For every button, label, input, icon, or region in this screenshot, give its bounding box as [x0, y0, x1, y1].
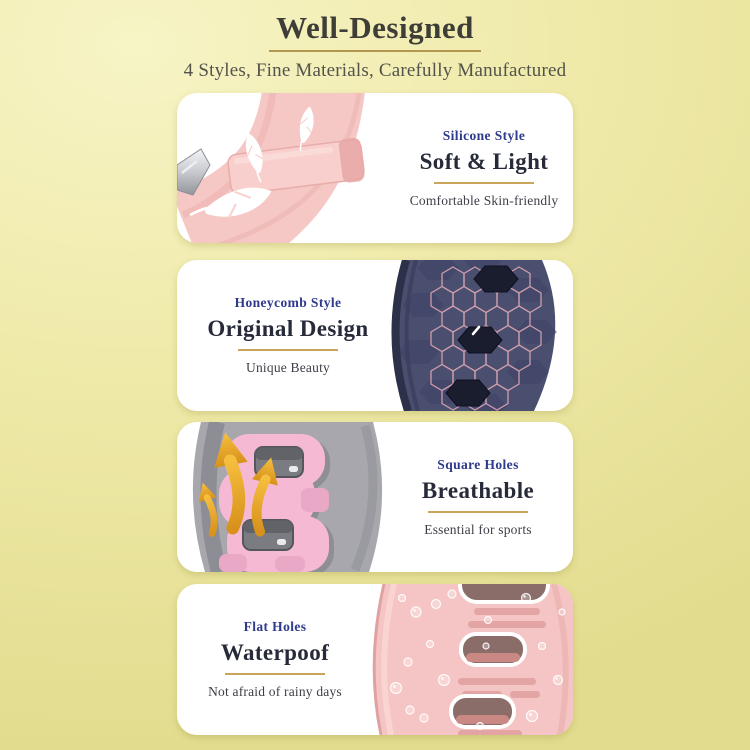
- feature-card-silicone-style: [177, 93, 573, 243]
- style-label: Silicone Style: [442, 127, 526, 143]
- card-text-block: [405, 93, 563, 243]
- page-header: [0, 10, 750, 82]
- card-title: Soft & Light: [419, 148, 549, 174]
- card-title: Waterpoof: [220, 640, 330, 665]
- page-title: Well-Designed: [276, 10, 474, 45]
- card-title: Breathable: [421, 477, 535, 503]
- feature-card-honeycomb-style: [177, 260, 573, 411]
- card-description: Essential for sports: [424, 521, 532, 537]
- pink-strap-airflow-image: [177, 422, 392, 572]
- pink-strap-waterdrops-image: [358, 584, 573, 735]
- card-text-block: [189, 260, 387, 411]
- title-underline: [269, 50, 481, 52]
- card-text-block: [399, 422, 557, 572]
- gold-underline: [428, 511, 528, 513]
- gold-underline: [225, 673, 325, 675]
- feature-card-flat-holes: [177, 584, 573, 735]
- card-description: Unique Beauty: [246, 360, 330, 375]
- style-label: Honeycomb Style: [234, 295, 342, 310]
- feature-card-square-holes: [177, 422, 573, 572]
- style-label: Square Holes: [437, 456, 519, 472]
- card-description: Not afraid of rainy days: [208, 684, 342, 699]
- page-subtitle: 4 Styles, Fine Materials, Carefully Manufactured: [183, 60, 567, 81]
- card-text-block: [177, 584, 373, 735]
- card-description: Comfortable Skin-friendly: [409, 192, 559, 208]
- card-title: Original Design: [207, 316, 369, 341]
- gold-underline: [238, 349, 338, 351]
- gold-underline: [434, 182, 534, 184]
- style-label: Flat Holes: [243, 619, 307, 634]
- pink-strap-feathers-image: [177, 93, 417, 243]
- navy-honeycomb-strap-image: [378, 260, 573, 411]
